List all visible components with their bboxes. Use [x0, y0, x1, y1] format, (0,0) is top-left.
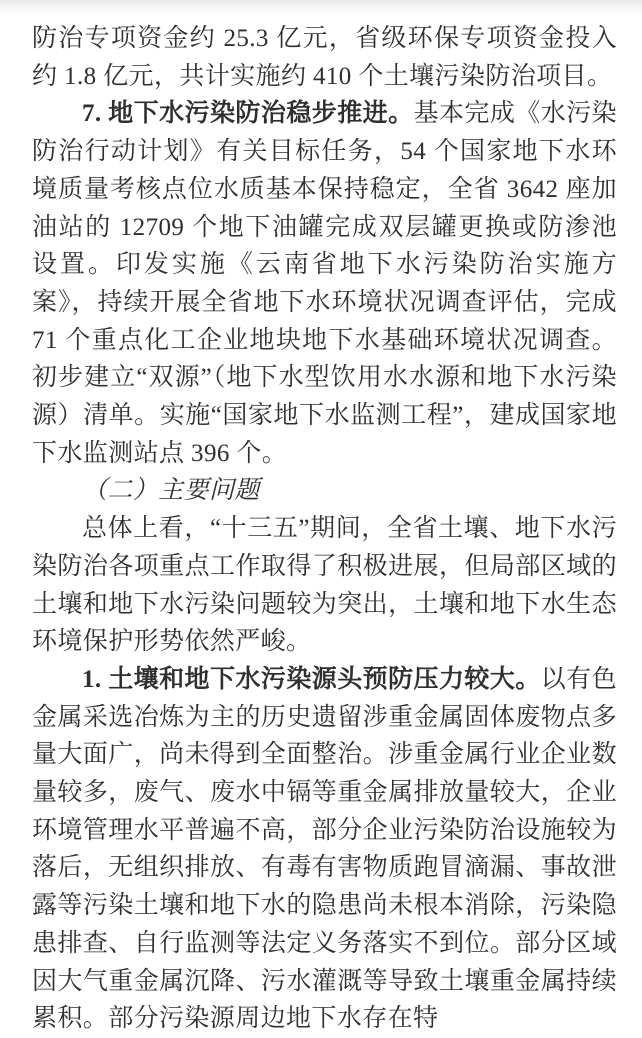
section-heading-main-problems: （二）主要问题 — [82, 477, 260, 505]
page-top-edge-shading — [0, 0, 642, 16]
paragraph-overall-summary: 总体上看，“十三五”期间，全省土壤、地下水污染防治各项重点工作取得了积极进展，但局部区域的土壤和地下水污染问题较为突出，土壤和地下水生态环境保护形势依然严峻。 — [32, 515, 617, 656]
numbered-heading-1: 1. 土壤和地下水污染源头预防压力较大。 — [82, 665, 541, 693]
paragraph-groundwater-progress — [32, 95, 617, 472]
paragraph-body-1: 以有色金属采选冶炼为主的历史遗留涉重金属固体废物点多量大面广，尚未得到全面整治。涉重金属行业企业数量较多，废气、废水中镉等重金属排放量较大，企业环境管理水平普遍不高，部分企业污染防治设施较为落后，无组织排放、有毒有害物质跑冒滴漏、事故泄露等污染土壤和地下水的隐患尚未根本消除，污染隐患排查、自行监测等法定义务落实不到位。部分区域因大气重金属沉降、污水灌溉等导致土壤重金属持续累积。部分污染源周边地下水存在特 — [32, 665, 617, 1033]
numbered-heading-7: 7. 地下水污染防治稳步推进。 — [82, 100, 414, 128]
paragraph-funding-continuation: 防治专项资金约 25.3 亿元，省级环保专项资金投入约 1.8 亿元，共计实施约 410 个土壤污染防治项目。 — [32, 25, 617, 90]
paragraph-source-prevention-pressure — [32, 661, 617, 1038]
paragraph-body-7: 基本完成《水污染防治行动计划》有关目标任务，54 个国家地下水环境质量考核点位水质基本保持稳定，全省 3642 座加油站的 12709 个地下油罐完成双层罐更换或防渗池设置。印发实施《云南省地下水污染防治实施方案》，持续开展全省地下水环境状况调查评估，完成 71 个重点化工企业地块地下水基础环境状况调查。初步建立“双源”（地下水型饮用水水源和地下水污染源）清单。实施“国家地下水监测工程”，建成国家地下水监测站点 396 个。 — [32, 100, 617, 467]
